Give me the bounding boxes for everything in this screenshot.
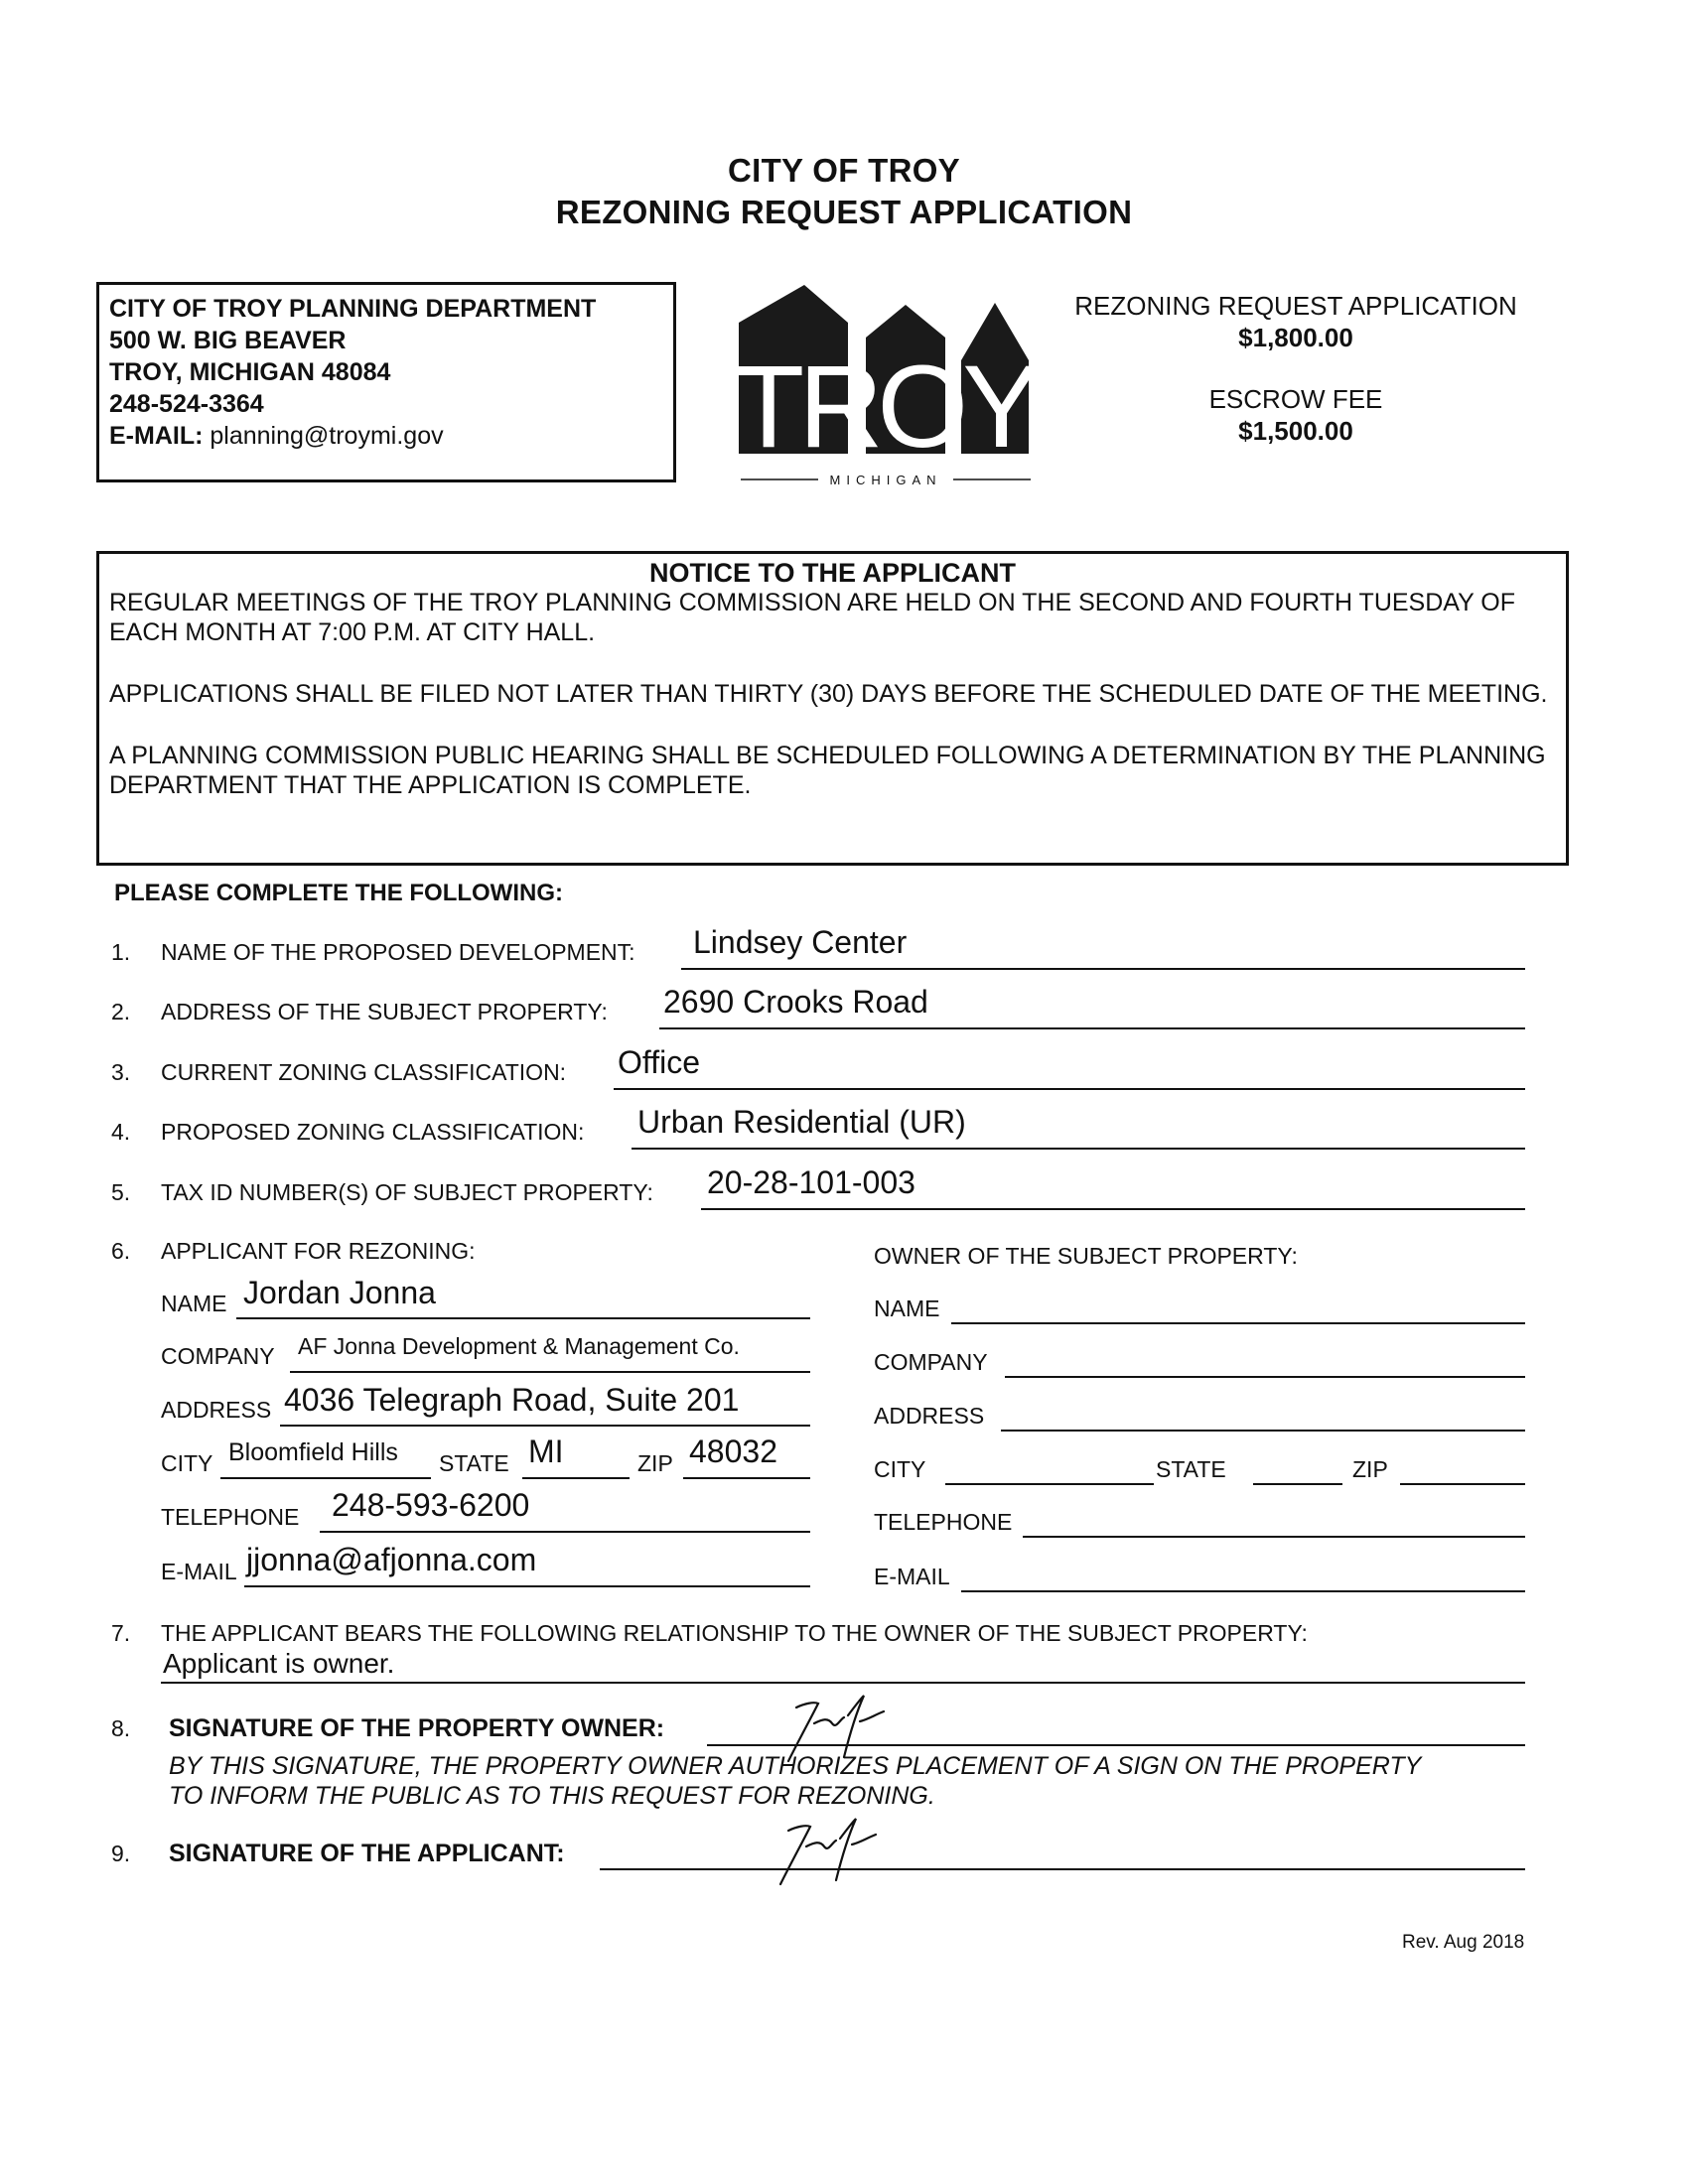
owner-company-label: COMPANY [874,1349,988,1375]
owner-zip-field[interactable] [1400,1483,1525,1485]
current-zoning-label: CURRENT ZONING CLASSIFICATION: [161,1059,567,1085]
notice-paragraph-meetings: REGULAR MEETINGS OF THE TROY PLANNING COMMISSION ARE HELD ON THE SECOND AND FOURTH TUESDAY OF EACH MONTH AT 7:00 P.M. AT CITY HALL. [109,589,1515,646]
applicant-state-field[interactable]: MI [528,1433,564,1469]
department-email[interactable]: planning@troymi.gov [210,422,444,450]
troy-logo-mark [737,283,1035,491]
development-name-field[interactable]: Lindsey Center [693,924,908,960]
applicant-state-line [522,1477,630,1479]
revision-date: Rev. Aug 2018 [1402,1932,1525,1953]
applicant-company-line [290,1371,810,1373]
owner-city-label: CITY [874,1456,926,1482]
tax-id-line [701,1208,1525,1210]
department-email-label: E-MAIL: [109,422,204,450]
item-number: 3. [111,1059,131,1085]
relationship-field[interactable]: Applicant is owner. [163,1648,395,1679]
department-email-row [109,420,663,452]
item-number: 9. [111,1841,131,1866]
proposed-zoning-field[interactable]: Urban Residential (UR) [637,1104,966,1140]
applicant-zip-field[interactable]: 48032 [689,1433,777,1469]
applicant-email-line [244,1585,810,1587]
applicant-address-label: ADDRESS [161,1397,272,1423]
form-instructions: PLEASE COMPLETE THE FOLLOWING: [114,880,563,906]
owner-telephone-field[interactable] [1023,1536,1525,1538]
applicant-telephone-line [320,1531,810,1533]
applicant-signature-image[interactable] [767,1813,896,1892]
applicant-zip-line [683,1477,810,1479]
applicant-address-field[interactable]: 4036 Telegraph Road, Suite 201 [284,1382,740,1418]
applicant-signature-line [600,1868,1525,1870]
application-fee-block [1048,290,1544,447]
relationship-line [161,1682,1525,1684]
item-number: 6. [111,1238,131,1264]
logo-subtext: MICHIGAN [829,473,942,487]
application-fee-amount: $1,800.00 [1238,323,1353,352]
department-street: 500 W. BIG BEAVER [109,327,347,354]
owner-company-field[interactable] [1005,1376,1525,1378]
owner-signature-note-line1: BY THIS SIGNATURE, THE PROPERTY OWNER AUTHORIZES PLACEMENT OF A SIGN ON THE PROPERTY [169,1752,1422,1780]
applicant-signature-label: SIGNATURE OF THE APPLICANT: [169,1840,565,1867]
owner-state-field[interactable] [1253,1483,1342,1485]
escrow-fee-label: ESCROW FEE [1208,384,1383,414]
form-subtitle: REZONING REQUEST APPLICATION [555,194,1133,230]
owner-email-label: E-MAIL [874,1564,950,1589]
department-phone: 248-524-3364 [109,390,264,418]
applicant-state-label: STATE [439,1450,509,1476]
tax-id-field[interactable]: 20-28-101-003 [707,1164,915,1200]
department-contact-box [96,282,676,482]
property-address-line [659,1027,1525,1029]
applicant-company-label: COMPANY [161,1343,275,1369]
current-zoning-line [614,1088,1525,1090]
department-name: CITY OF TROY PLANNING DEPARTMENT [109,295,597,323]
applicant-telephone-label: TELEPHONE [161,1504,300,1530]
development-name-label: NAME OF THE PROPOSED DEVELOPMENT: [161,939,635,965]
applicant-heading: APPLICANT FOR REZONING: [161,1238,476,1264]
property-address-field[interactable]: 2690 Crooks Road [663,984,928,1020]
owner-heading: OWNER OF THE SUBJECT PROPERTY: [874,1243,1298,1269]
applicant-city-label: CITY [161,1450,213,1476]
notice-title: NOTICE TO THE APPLICANT [648,558,1016,588]
owner-state-label: STATE [1156,1456,1226,1482]
applicant-email-field[interactable]: jjonna@afjonna.com [246,1542,537,1577]
applicant-city-field[interactable]: Bloomfield Hills [228,1438,398,1466]
item-number: 2. [111,999,131,1024]
department-city: TROY, MICHIGAN 48084 [109,358,391,386]
owner-address-label: ADDRESS [874,1403,985,1429]
proposed-zoning-label: PROPOSED ZONING CLASSIFICATION: [161,1119,585,1145]
applicant-city-line [220,1477,431,1479]
application-fee-label: REZONING REQUEST APPLICATION [1074,291,1517,321]
escrow-fee-amount: $1,500.00 [1238,416,1353,446]
owner-address-field[interactable] [1001,1430,1525,1432]
form-title: CITY OF TROY [727,152,960,189]
applicant-email-label: E-MAIL [161,1559,237,1584]
item-number: 8. [111,1715,131,1741]
owner-name-label: NAME [874,1296,940,1321]
relationship-label: THE APPLICANT BEARS THE FOLLOWING RELATIONSHIP TO THE OWNER OF THE SUBJECT PROPERTY: [161,1620,1308,1646]
applicant-name-line [236,1317,810,1319]
item-number: 7. [111,1620,131,1646]
applicant-company-field[interactable]: AF Jonna Development & Management Co. [298,1333,740,1359]
applicant-name-label: NAME [161,1291,227,1316]
applicant-zip-label: ZIP [637,1450,673,1476]
development-name-line [681,968,1525,970]
owner-zip-label: ZIP [1352,1456,1388,1482]
applicant-telephone-field[interactable]: 248-593-6200 [332,1487,530,1523]
notice-paragraph-filing: APPLICATIONS SHALL BE FILED NOT LATER THAN THIRTY (30) DAYS BEFORE THE SCHEDULED DATE OF THE MEETING. [109,680,1548,708]
owner-email-field[interactable] [961,1590,1525,1592]
owner-name-field[interactable] [951,1322,1525,1324]
applicant-name-field[interactable]: Jordan Jonna [243,1275,436,1310]
proposed-zoning-line [632,1148,1525,1150]
item-number: 5. [111,1179,131,1205]
owner-city-field[interactable] [945,1483,1154,1485]
applicant-address-line [280,1425,810,1427]
item-number: 4. [111,1119,131,1145]
owner-signature-note-line2: TO INFORM THE PUBLIC AS TO THIS REQUEST FOR REZONING. [169,1782,935,1810]
owner-telephone-label: TELEPHONE [874,1509,1013,1535]
notice-paragraph-hearing: A PLANNING COMMISSION PUBLIC HEARING SHALL BE SCHEDULED FOLLOWING A DETERMINATION BY THE PLANNING DEPARTMENT THAT THE APPLICATION IS COMPLETE. [109,742,1546,799]
property-address-label: ADDRESS OF THE SUBJECT PROPERTY: [161,999,608,1024]
troy-logo [737,283,1035,491]
current-zoning-field[interactable]: Office [618,1044,700,1080]
tax-id-label: TAX ID NUMBER(S) OF SUBJECT PROPERTY: [161,1179,653,1205]
logo-wordmark: TROY [737,341,1035,473]
owner-signature-label: SIGNATURE OF THE PROPERTY OWNER: [169,1714,665,1742]
notice-box [96,551,1569,866]
item-number: 1. [111,939,131,965]
